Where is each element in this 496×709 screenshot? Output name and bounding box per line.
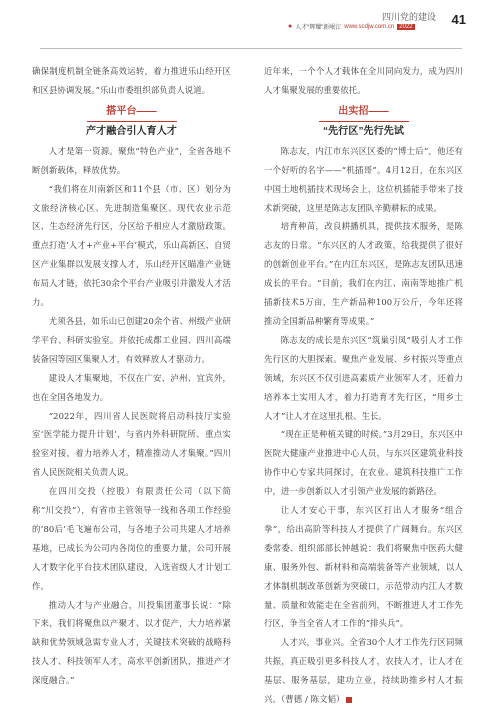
paragraph: “现在正是种植关键的时候。”3月29日，东兴区中医院大健康产业推进中心人员，与东兴区建筑业科技协作中心专家共同探讨，在农业、建筑科技推广工作中，进一步创新以人才引领产业发展的新路径。 (264, 429, 463, 497)
paragraph: 陈志友的成长是东兴区“筑巢引凤”吸引人才工作先行区的大胆探索。聚焦产业发展、乡村振兴等重点领域，东兴区不仅引进高素质产业领军人才，还着力培养本土实用人才，着力打造育才先行区，“用乡土人才”让人才在这里扎根、生长。 (264, 334, 463, 421)
paragraph: 让人才安心干事，东兴区打出人才服务“组合拳”，给出高阶等科技人才提供了广阔舞台。东兴区委常委、组织部部长钟越说：我们将聚焦中医药大健康、服务外包、新材料和高端装备等产业领域，以人才体制机制改革创新为突破口，示范带动内江人才数量、质量和效能走在全省前列，不断推进人才工作先行区，争当全省人才工作的“排头兵”。 (264, 505, 463, 629)
section-rule (319, 121, 409, 122)
bullet-icon: ● (288, 23, 293, 30)
section-kicker: 出实招—— (338, 105, 389, 117)
page-number: 41 (451, 12, 466, 27)
paragraph: 陈志友，内江市东兴区区委的“博士后”，他还有一个好听的名字——“机插哥”。4月12日，在东兴区中国土地机插技术现场会上，这位机插能手带来了技术新突破，这里是陈志友团队辛勤耕耘的成果。 (264, 145, 463, 213)
page-header (0, 0, 496, 52)
column-label: 人才“辉耀”新岷江 (295, 25, 342, 31)
paragraph: 在四川交投（控股）有限责任公司（以下简称“川交投”），有省市主管领导一线和各项工作经验的‘80后’毛飞遍布公司，与各地子公司共建人才培养基地，已成长为公司内各岗位的重要力量，公司开展人才数字化平台技术团队建设，入选省级人才计划工作。 (32, 486, 231, 591)
paragraph: “2022年，四川省人民医院将启动科技厅实验室‘医学能力提升计划’，与省内外科研院所、重点实验室对接，着力培养人才，精准推动人才集聚。”四川省人民医院相关负责人说。 (32, 410, 231, 478)
section-heading (264, 105, 463, 139)
paragraph-text: 人才兴，事业兴。全省30个人才工作先行区同频共振，真正吸引更多科技人才，农技人才，让人才在基层、服务基层，建功立业，持续助推乡村人才振兴。（曹德 / 陈文韬） (264, 637, 463, 705)
paragraph: 确保制度机制全链条高效运转，着力推进乐山经开区和区县协调发展。”乐山市委组织部负责人说道。 (32, 66, 231, 95)
section-kicker: 搭平台—— (106, 105, 157, 117)
paragraph (264, 633, 463, 709)
magazine-title: 四川党的建设 (381, 12, 436, 22)
section-rule (87, 121, 177, 122)
paragraph: 尤须各县，如乐山已创建20余个省、州级产业研学平台、科研实验室。并依托成都工业园、四川高端装备园等园区集聚人才，有效释放人才驱动力。 (32, 315, 231, 364)
right-column (264, 62, 463, 709)
paragraph: 人才是第一资源。聚焦“特色产业”，全省各地不断创新载体，释放优势。 (32, 145, 231, 175)
year-badge: 2022 (399, 23, 413, 30)
paragraph: 近年来，一个个人才载体在全川同向发力，成为四川人才集聚发展的重要依托。 (264, 66, 463, 95)
paragraph: “我们将在川南新区和11个县（市、区）划分为文旅经济核心区、先进制造集聚区、现代农业示范区、生态经济先行区，分区给予相应人才激励政策。重点打造‘人才+产业+平台’模式，乐山高新区、自贸区产业集群以发展支撑人才，乐山经开区瞄准产业链布局人才链，依托30余个平台产业吸引并激发人才活力。 (32, 183, 231, 308)
section-title: 产才融合引人育人才 (86, 125, 177, 137)
paragraph: 推动人才与产业融合，川投集团董事长说：“除下来，我们将聚焦以产聚才、以才促产，大力培养紧缺和优势领域急需专业人才，关键技术突破的战略科技人才、科技领军人才，高水平创新团队，推进产才深度融合。” (32, 599, 231, 686)
header-divider (40, 48, 462, 49)
paragraph: 建设人才集聚地，不仅在广安、泸州、宜宾外，也在全国各地发力。 (32, 372, 231, 402)
header-subline (288, 22, 415, 31)
left-column (32, 62, 231, 690)
paragraph: 培育种苗，改良耕播机具，提供技术服务，是陈志友的日常。“东兴区的人才政策，给我提供了很好的创新创业平台。”在内江东兴区，是陈志友团队迅速成长的平台。“目前，我们在内江、南南等地推广机插新技术5万亩，生产新品种100万公斤，今年还将推动全国新品种繁育等成果。” (264, 221, 463, 326)
website[interactable]: www.scdjw.com.cn (344, 23, 395, 30)
section-title: “先行区”先行先试 (323, 125, 404, 137)
section-heading (32, 105, 231, 139)
end-mark-icon (346, 697, 352, 703)
